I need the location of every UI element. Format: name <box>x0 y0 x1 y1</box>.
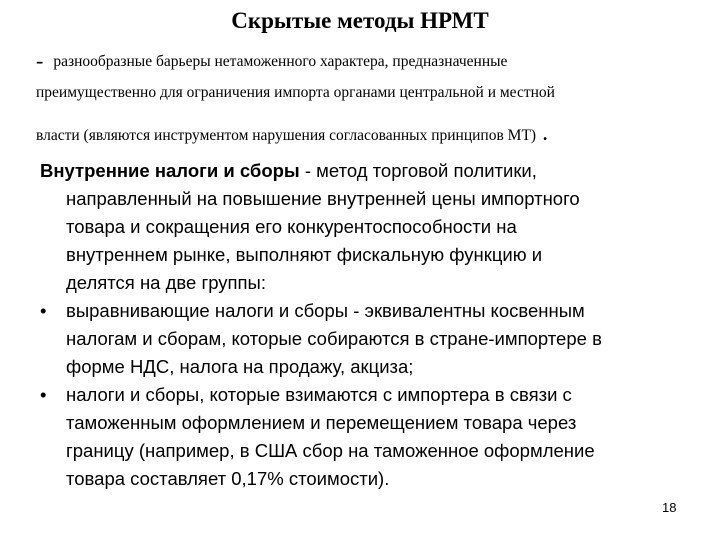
paragraph-first-line <box>40 157 708 185</box>
slide-title: Скрытые методы НРМТ <box>231 8 489 33</box>
bullet-marker: • <box>40 300 47 321</box>
bullet-line: форме НДС, налога на продажу, акциза; <box>66 356 414 377</box>
intro-text: преимущественно для ограничения импорта органами центральной и местной <box>36 84 555 101</box>
intro-line-2 <box>36 84 708 102</box>
paragraph-term: Внутренние налоги и сборы <box>40 160 300 181</box>
paragraph-line: товара и сокращения его конкурентоспособности на <box>66 216 517 237</box>
bullet-line: налогам и сборам, которые собираются в стране-импортере в <box>66 328 602 349</box>
intro-line-3 <box>36 120 708 147</box>
body-text <box>40 157 708 493</box>
intro-text: разнообразные барьеры нетаможенного характера, предназначенные <box>53 53 508 70</box>
paragraph-line: внутреннем рынке, выполняют фискальную функцию и <box>66 244 543 265</box>
bullet-line: налоги и сборы, которые взимаются с импортера в связи с <box>66 384 572 405</box>
intro-dash: - <box>36 48 44 73</box>
bullet-item-1 <box>40 297 708 381</box>
bullet-line: границу (например, в США сбор на таможенное оформление <box>66 440 595 461</box>
bullet-marker: • <box>40 384 47 405</box>
bullet-item-2 <box>40 381 708 493</box>
bullet-line: таможенным оформлением и перемещением товара через <box>66 412 577 433</box>
page-number: 18 <box>662 500 677 515</box>
paragraph-line: направленный на повышение внутренней цены импортного <box>66 188 580 209</box>
intro-end-mark: . <box>542 120 549 146</box>
paragraph-text: - метод торговой политики, <box>299 160 537 181</box>
bullet-line: товара составляет 0,17% стоимости). <box>66 468 390 489</box>
bullet-line: выравнивающие налоги и сборы - эквивалентны косвенным <box>66 300 585 321</box>
intro-text: власти (являются инструментом нарушения согласованных принципов МТ) <box>36 127 537 144</box>
paragraph-line: делятся на две группы: <box>66 272 266 293</box>
intro-line-1 <box>36 46 708 72</box>
